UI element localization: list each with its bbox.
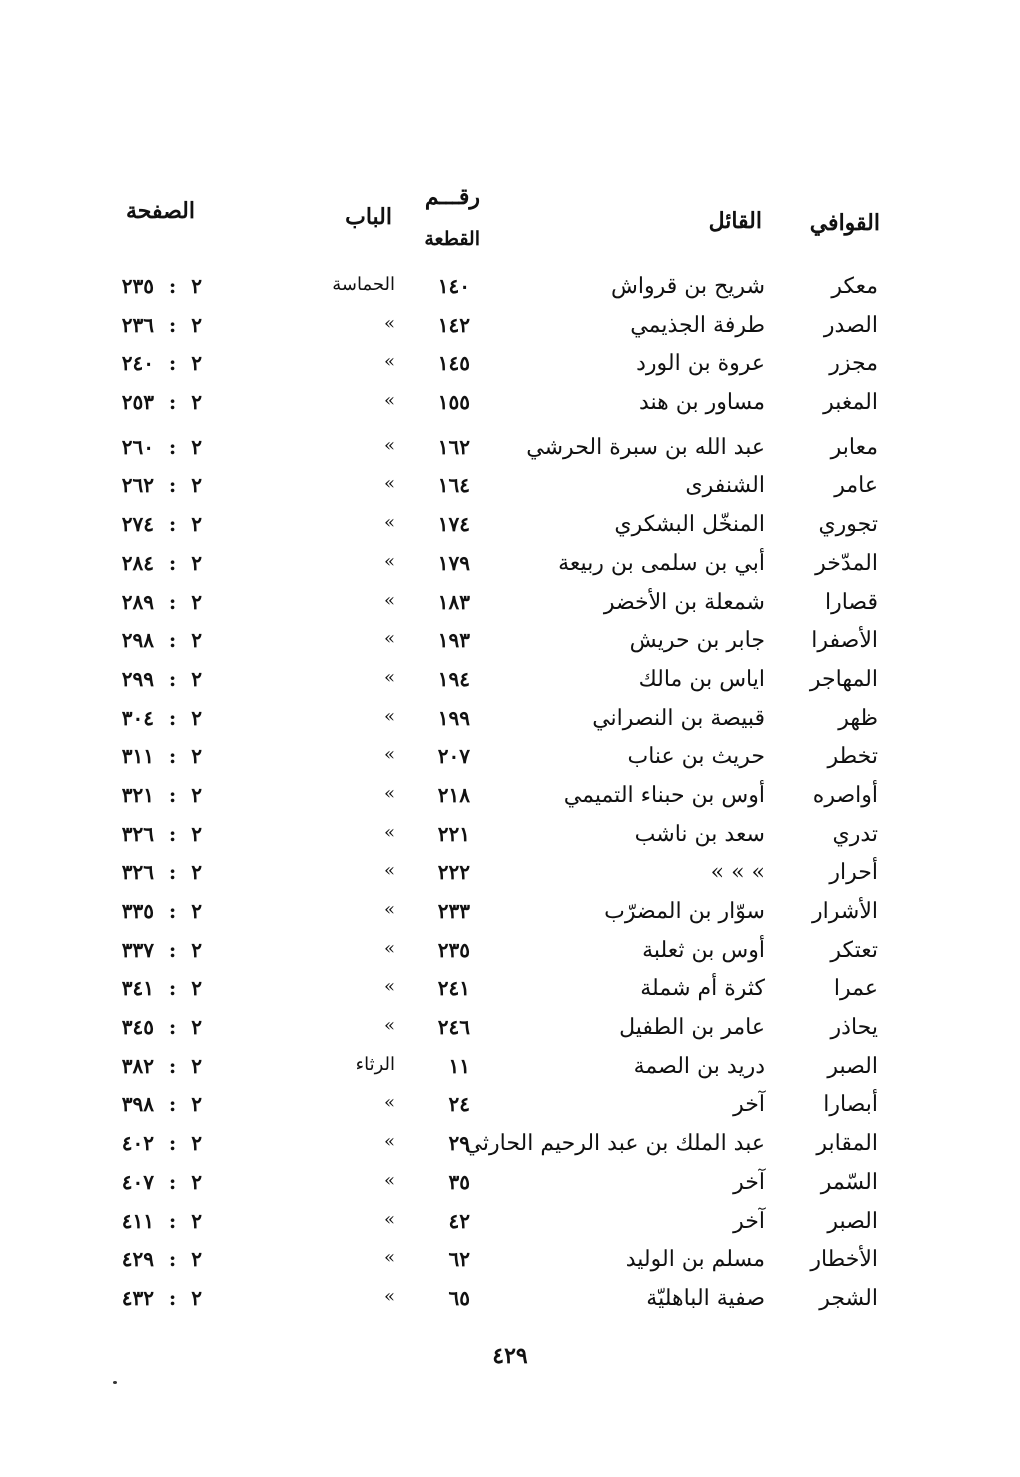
chapter-cell: » [383, 628, 395, 650]
page-ref-cell: ٢ : ٣٠٤ [121, 705, 202, 730]
poet-cell: آخر [733, 1208, 765, 1234]
poet-cell: مساور بن هند [638, 390, 765, 416]
chapter-cell: » [383, 434, 395, 456]
poet-cell: » » » [710, 860, 765, 886]
table-row [0, 702, 1020, 741]
piece-number-cell: ١٧٤ [437, 512, 470, 537]
chapter-cell: » [383, 1092, 395, 1114]
table-row [0, 624, 1020, 663]
rhyme-cell: الأصفرا [811, 628, 878, 654]
chapter-cell: » [383, 351, 395, 373]
poet-cell: حريث بن عناب [627, 744, 765, 770]
poet-cell: أوس بن حبناء التميمي [563, 782, 765, 808]
poet-cell: آخر [733, 1092, 765, 1118]
table-row [0, 1282, 1020, 1321]
rhyme-cell: المغبر [823, 390, 878, 416]
header-rhymes: القوافي [809, 210, 880, 236]
table-row [0, 547, 1020, 586]
page-ref-cell: ٢ : ٢٧٤ [121, 512, 202, 537]
poet-cell: دريد بن الصمة [633, 1053, 765, 1079]
rhyme-cell: معكر [831, 274, 878, 299]
chapter-cell: » [383, 390, 395, 412]
page-ref-cell: ٢ : ٣٢٦ [121, 821, 202, 846]
table-row [0, 856, 1020, 895]
table-row [0, 1205, 1020, 1244]
page-ref-cell: ٢ : ٣٤١ [121, 976, 202, 1001]
poet-cell: سوّار بن المضرّب [604, 899, 765, 924]
poet-cell: عامر بن الطفيل [619, 1015, 765, 1041]
page-ref-cell: ٢ : ٤٠٧ [121, 1169, 202, 1194]
rhyme-cell: المدّخر [815, 550, 878, 576]
piece-number-cell: ١٩٤ [437, 666, 470, 691]
table-row [0, 469, 1020, 508]
page-ref-cell: ٢ : ٣٩٨ [121, 1092, 202, 1117]
poet-cell: اياس بن مالك [638, 666, 765, 692]
piece-number-cell: ٢٤١ [437, 976, 470, 1001]
page-ref-cell: ٢ : ٣٨٢ [121, 1053, 202, 1078]
table-row [0, 779, 1020, 818]
chapter-cell: » [383, 1131, 395, 1153]
poet-cell: مسلم بن الوليد [625, 1247, 765, 1273]
rhyme-cell: يحاذر [830, 1015, 878, 1041]
page-ref-cell: ٢ : ٤٠٢ [121, 1131, 202, 1156]
piece-number-cell: ٢٤٦ [437, 1015, 470, 1040]
chapter-cell: » [383, 705, 395, 727]
page-ref-cell: ٢ : ٢٦٢ [121, 473, 202, 498]
header-piece-number-line2: القطعة [424, 228, 480, 250]
poet-cell: سعد بن ناشب [634, 821, 765, 847]
poet-cell: جابر بن حريش [629, 628, 765, 654]
poet-cell: آخر [733, 1169, 765, 1195]
rhyme-cell: عامر [834, 473, 878, 499]
chapter-cell: الحماسة [332, 274, 395, 295]
chapter-cell: » [383, 550, 395, 572]
page-ref-cell: ٢ : ٢٦٠ [121, 434, 202, 459]
table-row [0, 1243, 1020, 1282]
piece-number-cell: ١٦٢ [437, 434, 470, 459]
rhyme-cell: تدري [832, 821, 878, 847]
chapter-cell: » [383, 899, 395, 920]
chapter-cell: » [383, 976, 395, 998]
poet-cell: عروة بن الورد [636, 351, 765, 377]
page-ref-cell: ٢ : ٢٩٩ [121, 666, 202, 691]
rhyme-cell: عمرا [833, 976, 878, 1002]
page-number: ٤٢٩ [492, 1343, 528, 1369]
rhyme-cell: أبصارا [823, 1092, 878, 1118]
rhyme-cell: تخطر [827, 744, 878, 770]
piece-number-cell: ١٤٥ [437, 351, 470, 376]
chapter-cell: » [383, 589, 395, 611]
rhyme-cell: الشجر [819, 1285, 878, 1311]
chapter-cell: » [383, 1247, 395, 1269]
index-table-body [0, 270, 1020, 1321]
piece-number-cell: ٢١٨ [437, 782, 470, 807]
rhyme-cell: قصارا [824, 589, 878, 615]
chapter-cell: » [383, 782, 395, 804]
page-ref-cell: ٢ : ٣١١ [121, 744, 202, 769]
rhyme-cell: أواصره [812, 782, 878, 808]
chapter-cell: » [383, 1015, 395, 1037]
table-row [0, 1166, 1020, 1205]
piece-number-cell: ١٨٣ [437, 589, 470, 614]
header-page: الصفحة [125, 198, 195, 224]
poet-cell: الشنفرى [685, 473, 765, 499]
chapter-cell: » [383, 1208, 395, 1230]
poet-cell: عبد الملك بن عبد الرحيم الحارثي [464, 1131, 765, 1157]
page-ref-cell: ٢ : ٣٢١ [121, 782, 202, 807]
piece-number-cell: ٢٣٥ [437, 937, 470, 962]
header-piece-number-line1: رقـــم [424, 184, 480, 210]
piece-number-cell: ٢٠٧ [437, 744, 470, 769]
rhyme-cell: الصبر [827, 1053, 878, 1079]
piece-number-cell: ٢٢١ [437, 821, 470, 846]
table-row [0, 386, 1020, 425]
rhyme-cell: تجوري [818, 512, 878, 538]
piece-number-cell: ٢٣٣ [437, 899, 470, 923]
page-ref-cell: ٢ : ٣٢٦ [121, 860, 202, 885]
piece-number-cell: ١٩٣ [437, 628, 470, 653]
piece-number-cell: ٢٤ [448, 1092, 470, 1117]
table-row [0, 309, 1020, 348]
table-row [0, 934, 1020, 973]
poet-cell: صفية الباهليّة [646, 1285, 765, 1311]
table-row [0, 740, 1020, 779]
chapter-cell: » [383, 312, 395, 334]
piece-number-cell: ٣٥ [448, 1169, 470, 1194]
poet-cell: شريح بن قرواش [611, 274, 765, 299]
piece-number-cell: ٢٩ [448, 1131, 470, 1156]
page-ref-cell: ٢ : ٢٥٣ [121, 390, 202, 415]
poet-cell: المنخّل البشكري [614, 512, 765, 538]
page-ref-cell: ٢ : ٤١١ [121, 1208, 202, 1233]
poet-cell: أوس بن ثعلبة [642, 937, 765, 963]
poet-cell: شمعلة بن الأخضر [603, 589, 765, 615]
poet-cell: كثرة أم شملة [640, 976, 765, 1002]
table-row [0, 818, 1020, 857]
table-row [0, 1050, 1020, 1089]
chapter-cell: » [383, 1285, 395, 1307]
rhyme-cell: معابر [830, 434, 878, 460]
table-row [0, 1011, 1020, 1050]
table-row [0, 508, 1020, 547]
piece-number-cell: ١٥٥ [437, 390, 470, 415]
header-chapter: الباب [345, 204, 392, 230]
page-ref-cell: ٢ : ٢٣٦ [121, 312, 202, 337]
table-row [0, 586, 1020, 625]
chapter-cell: » [383, 666, 395, 688]
poet-cell: عبد الله بن سبرة الحرشي [526, 434, 765, 460]
page-ref-cell: ٢ : ٢٣٥ [121, 274, 202, 298]
piece-number-cell: ١٦٤ [437, 473, 470, 498]
page-ref-cell: ٢ : ٤٢٩ [121, 1247, 202, 1272]
page-ref-cell: ٢ : ٤٣٢ [121, 1285, 202, 1310]
piece-number-cell: ١٤٠ [437, 274, 470, 298]
rhyme-cell: الأخطار [810, 1247, 878, 1273]
rhyme-cell: الأشرار [812, 899, 878, 924]
header-poet: القائل [708, 208, 762, 234]
piece-number-cell: ١١ [448, 1053, 470, 1078]
chapter-cell: » [383, 512, 395, 534]
chapter-cell: » [383, 860, 395, 882]
rhyme-cell: الصدر [823, 312, 878, 338]
page-ref-cell: ٢ : ٢٤٠ [121, 351, 202, 376]
rhyme-cell: ظهر [838, 705, 878, 731]
piece-number-cell: ٢٢٢ [437, 860, 470, 885]
poet-cell: قبيصة بن النصراني [592, 705, 765, 731]
chapter-cell: » [383, 1169, 395, 1191]
table-row [0, 972, 1020, 1011]
piece-number-cell: ١٧٩ [437, 550, 470, 575]
rhyme-cell: الصبر [827, 1208, 878, 1234]
table-header [0, 180, 1020, 260]
table-row [0, 663, 1020, 702]
table-row [0, 347, 1020, 386]
poet-cell: أبي بن سلمى بن ربيعة [558, 550, 765, 576]
table-row [0, 1088, 1020, 1127]
page-ref-cell: ٢ : ٣٣٥ [121, 899, 202, 923]
page-ref-cell: ٢ : ٣٤٥ [121, 1015, 202, 1040]
piece-number-cell: ١٤٢ [437, 312, 470, 337]
piece-number-cell: ٦٢ [448, 1247, 470, 1272]
print-speck [113, 1381, 117, 1384]
chapter-cell: » [383, 744, 395, 766]
chapter-cell: » [383, 473, 395, 495]
rhyme-cell: السّمر [820, 1169, 878, 1195]
table-row [0, 431, 1020, 470]
rhyme-cell: تعتكر [830, 937, 878, 963]
rhyme-cell: المهاجر [809, 666, 878, 692]
chapter-cell: » [383, 937, 395, 959]
piece-number-cell: ٦٥ [448, 1285, 470, 1310]
table-row [0, 1127, 1020, 1166]
page-ref-cell: ٢ : ٢٩٨ [121, 628, 202, 653]
piece-number-cell: ١٩٩ [437, 705, 470, 730]
rhyme-cell: مجزر [829, 351, 878, 377]
page-ref-cell: ٢ : ٢٨٤ [121, 550, 202, 575]
chapter-cell: » [383, 821, 395, 843]
rhyme-cell: أحرار [829, 860, 878, 886]
page-ref-cell: ٢ : ٣٣٧ [121, 937, 202, 962]
table-row [0, 895, 1020, 934]
table-row [0, 270, 1020, 309]
rhyme-cell: المقابر [816, 1131, 878, 1157]
poet-cell: طرفة الجذيمي [630, 312, 765, 338]
piece-number-cell: ٤٢ [448, 1208, 470, 1233]
page-ref-cell: ٢ : ٢٨٩ [121, 589, 202, 614]
chapter-cell: الرثاء [355, 1053, 395, 1075]
